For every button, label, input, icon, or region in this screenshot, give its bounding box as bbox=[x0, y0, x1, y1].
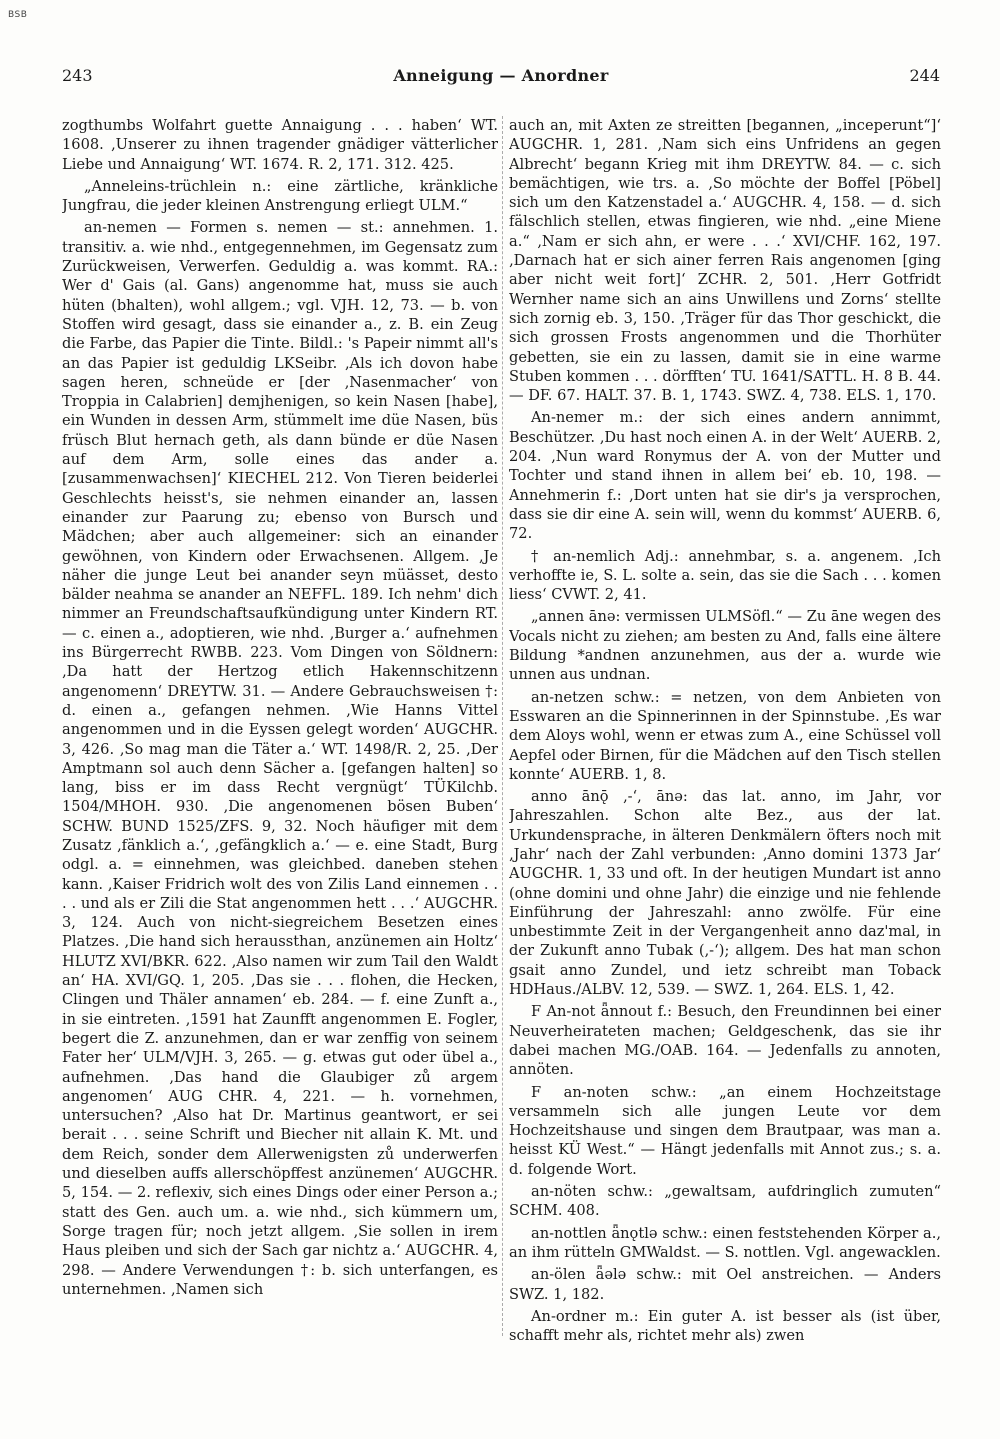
left-column bbox=[62, 116, 498, 1436]
dictionary-entry: † an-nemlich Adj.: annehmbar, s. a. angenem. ‚Ich verhoffte ie, S. L. solte a. sein, das sie die Sach . . . komen liess‘ CVWT. 2, 41. bbox=[509, 547, 941, 604]
dictionary-entry: zogthumbs Wolfahrt guette Annaigung . . . haben‘ WT. 1608. ‚Unserer zu ihnen tragender gnädiger vätterlicher Liebe und Annaigung‘ WT. 1674. R. 2, 171. 312. 425. bbox=[62, 117, 498, 173]
dictionary-entry: „Anneleins-trüchlein n.: eine zärtliche, kränkliche Jungfrau, die jeder kleinen Anstrengung erliegt ULM.“ bbox=[62, 177, 498, 215]
dictionary-entry: an-ölen ǟələ schw.: mit Oel anstreichen. — Anders SWZ. 1, 182. bbox=[509, 1266, 941, 1303]
dictionary-entry: auch an, mit Axten ze streitten [begannen, „inceperunt“]‘ AUGCHR. 1, 281. ‚Nam sich eins Unfridens an gegen Albrecht‘ begann Krieg mit ihm DREYTW. 84. — c. sich bemächtigen, wie trs. a. ‚So möchte der Boffel [Pöbel] sich um den Katzenstadel a.‘ AUGCHR. 4, 158. — d. sich fälschlich stellen, etwas fingieren, wie nhd. „eine Miene a.“ ‚Nam er sich ahn, er were . . .‘ XVI/CHF. 162, 197. ‚Darnach hat er sich ainer ferren Rais angenomen [ging aber nicht weit fort]‘ ZCHR. 2, 501. ‚Herr Gotfridt Wernher name sich an ains Unwillens und Zorns‘ stellte sich zornig eb. 3, 150. ‚Träger für das Thor geschickt, die sich grossen Frosts angenommen und die Thorhüter gebetten, sie ein zu lassen, damit sie in eine warme Stuben kommen . . . dörfften‘ TU. 1641/SATTL. H. 8 B. 44. — DF. 67. HALT. 37. B. 1, 1743. SWZ. 4, 738. ELS. 1, 170. bbox=[509, 117, 941, 405]
dictionary-entry: an-netzen schw.: = netzen, von dem Anbieten von Esswaren an die Spinnerinnen in der Spinnstube. ‚Es war dem Aloys wohl, wenn er etwas zum A., eine Schüssel voll Aepfel oder Birnen, für die Mädchen auf den Tisch stellen konnte‘ AUERB. 1, 8. bbox=[509, 688, 941, 783]
page-header bbox=[62, 66, 940, 92]
dictionary-entry: F An-not ǟnnout f.: Besuch, den Freundinnen bei einer Neuverheirateten machen; Geldgeschenk, das sie ihr dabei machen MG./OAB. 164. — Jedenfalls zu annoten, annöten. bbox=[509, 1003, 941, 1079]
dictionary-entry: An-ordner m.: Ein guter A. ist besser als (ist über, schafft mehr als, richtet mehr als) zwen bbox=[509, 1307, 941, 1345]
dictionary-entry: an-nemen — Formen s. nemen — st.: annehmen. 1. transitiv. a. wie nhd., entgegennehmen, im Gegensatz zum Zurückweisen, Verwerfen. Geduldig a. was kommt. RA.: Wer d' Gais (al. Gans) angenomme hat, muss sie auch hüten (bhalten), wohl allgem.; vgl. VJH. 12, 73. — b. von Stoffen wird gesagt, dass sie einander a., z. B. ein Zeug die Farbe, das Papier die Tinte. Bildl.: 's Papeir nimmt all's an das Papier ist geduldig LKSeibr. ‚Als ich dovon habe sagen heren, schneüde er [der ‚Nasenmacher‘ von Troppia in Calabrien] demjhenigen, so kein Nasen [habe], ein Wunden in dessen Arm, stümmelt ime düe Nasen, büs früsch Blut hernach geth, als dann bünde er düe Nasen auf dem Arm, solle eines das ander a. [zusammenwachsen]‘ KIECHEL 212. Von Tieren beiderlei Geschlechts heisst's, sie nehmen einander an, lassen einander zur Paarung zu; ebenso von Bursch und Mädchen; aber auch allgemeiner: sich an einander gewöhnen, von Kindern oder Erwachsenen. Allgem. ‚Je näher die junge Leut bei anander seyn müässet, desto bälder neahma se anander an NEFFL. 189. Ich nehm' dich nimmer an Freundschaftsaufkündigung unter Kindern RT. — c. einen a., adoptieren, wie nhd. ‚Burger a.‘ aufnehmen ins Bürgerrecht RWBB. 223. Vom Dingen von Söldnern: ‚Da hatt der Hertzog etlich Hakennschitzenn angenomenn‘ DREYTW. 31. — Andere Gebrauchsweisen †: d. einen a., gefangen nehmen. ‚Wie Hanns Vittel angenommen und in die Eyssen gelegt worden‘ AUGCHR. 3, 426. ‚So mag man die Täter a.‘ WT. 1498/R. 2, 25. ‚Der Amptmann sol auch denn Sächer a. [gefangen halten] so lang, biss er im dass Recht vergnügt‘ TÜKilchb. 1504/MHOH. 930. ‚Die angenomenen bösen Buben‘ SCHW. BUND 1525/ZFS. 9, 32. Noch häufiger mit dem Zusatz ‚fänklich a.‘, ‚gefängklich a.‘ — e. eine Stadt, Burg odgl. a. = einnehmen, was gleichbed. daneben stehen kann. ‚Kaiser Fridrich wolt des von Zilis Land einnemen . . . . und als er Zili die Stat angenommen hett . . .‘ AUGCHR. 3, 124. Auch von nicht-siegreichem Besetzen eines Platzes. ‚Die hand sich heraussthan, anzünemen ain Holtz‘ HLUTZ XVI/BKR. 622. ‚Also namen wir zum Tail den Waldt an‘ HA. XVI/GQ. 1, 205. ‚Das sie . . . flohen, die Hecken, Clingen und Thäler annamen‘ eb. 284. — f. eine Zunft a., in sie eintreten. ‚1591 hat Zaunfft angenommen E. Fogler, begert die Z. anzunehmen, dan er war zenffig von seinem Fater her‘ ULM/VJH. 3, 265. — g. etwas gut oder übel a., aufnehmen. ‚Das hand die Glaubiger zů argem angenomen‘ AUG CHR. 4, 221. — h. vornehmen, untersuchen? ‚Also hat Dr. Martinus geantwort, er sei berait . . . seine Schrift und Biecher nit allain K. Mt. und dem Reich, sonder dem Allerwenigsten zů underwerfen und dieselben auffs allerschöpffest anzünemen‘ AUGCHR. 5, 154. — 2. reflexiv, sich eines Dings oder einer Person a.; statt des Gen. auch um. a. wie nhd., sich kümmern um, Sorge tragen für; noch jetzt allgem. ‚Sie sollen in irem Haus pleiben und sich der Sach gar nichtz a.‘ AUGCHR. 4, 298. — Andere Verwendungen †: b. sich unterfangen, es unternehmen. ‚Namen sich bbox=[62, 219, 498, 1298]
library-mark: BSB bbox=[8, 10, 28, 20]
column-divider bbox=[502, 116, 503, 1336]
right-column bbox=[509, 116, 941, 1436]
page-number-left: 243 bbox=[62, 66, 93, 85]
running-title: Anneigung — Anordner bbox=[393, 66, 609, 85]
dictionary-entry: An-nemer m.: der sich eines andern annimmt, Beschützer. ‚Du hast noch einen A. in der Welt‘ AUERB. 2, 204. ‚Nun ward Ronymus der A. von der Mutter und Tochter und stand ihnen in allem bei‘ eb. 10, 198. — Annehmerin f.: ‚Dort unten hat sie dir's ja versprochen, dass sie dir eine A. sein will, wenn du kommst‘ AUERB. 6, 72. bbox=[509, 409, 941, 543]
dictionary-entry: „annen ānə: vermissen ULMSöfl.“ — Zu āne wegen des Vocals nicht zu ziehen; am besten zu And, falls eine ältere Bildung *andnen anzunehmen, aus der a. wurde wie unnen aus undnan. bbox=[509, 608, 941, 684]
dictionary-entry: anno ānǭ ‚-‘, ānə: das lat. anno, im Jahr, vor Jahreszahlen. Schon alte Bez., aus der lat. Urkundensprache, in älteren Denkmälern öfters noch mit ‚Jahr‘ nach der Zahl verbunden: ‚Anno domini 1373 Jar‘ AUGCHR. 1, 33 und oft. In der heutigen Mundart ist anno (ohne domini und ohne Jahr) die einzige und nie fehlende Einführung der Jahreszahl: anno zwölfe. Für eine unbestimmte Zeit in der Vergangenheit anno daz'mal, in der Zukunft anno Tubak (‚-‘); allgem. Des hat man schon gsait anno Zundel, und ietz schreibt man Toback HDHaus./ALBV. 12, 539. — SWZ. 1, 264. ELS. 1, 42. bbox=[509, 788, 941, 999]
dictionary-entry: an-nottlen ǟnǫtlə schw.: einen feststehenden Körper a., an ihm rütteln GMWaldst. — S. nottlen. Vgl. angewacklen. bbox=[509, 1224, 941, 1261]
dictionary-entry: F an-noten schw.: „an einem Hochzeitstage versammeln sich alle jungen Leute vor dem Hochzeitshause und singen dem Brautpaar, was man a. heisst KÜ West.“ — Hängt jedenfalls mit Annot zus.; s. a. d. folgende Wort. bbox=[509, 1083, 941, 1178]
dictionary-entry: an-nöten schw.: „gewaltsam, aufdringlich zumuten“ SCHM. 408. bbox=[509, 1183, 941, 1220]
page-number-right: 244 bbox=[909, 66, 940, 85]
